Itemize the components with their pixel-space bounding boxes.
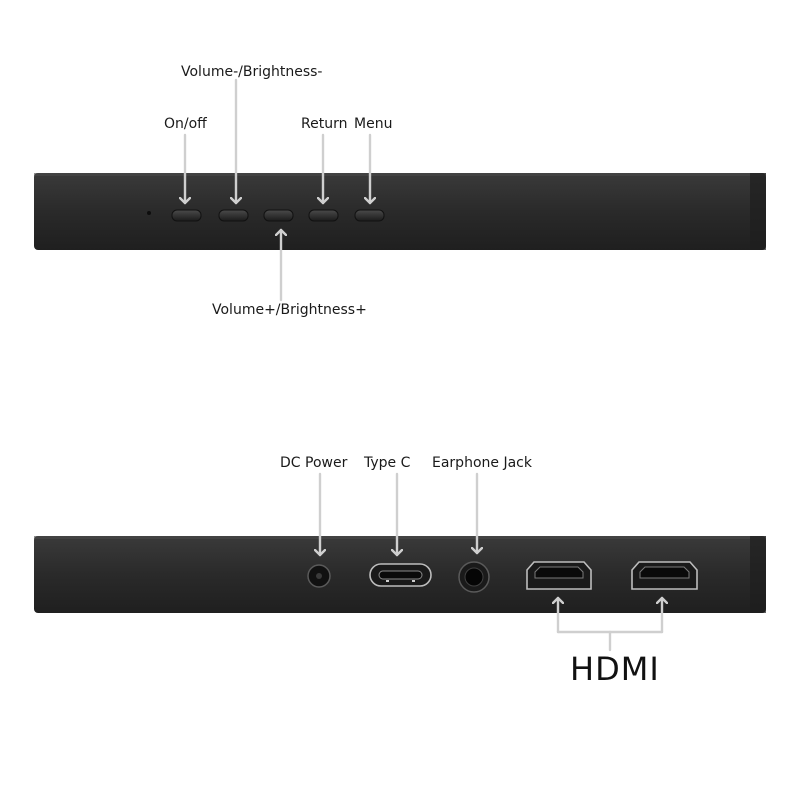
hdmi-port-2[interactable] bbox=[632, 562, 697, 589]
earphone-jack-label: Earphone Jack bbox=[432, 455, 532, 471]
hdmi-port-1[interactable] bbox=[527, 562, 591, 589]
volume-plus-label: Volume+/Brightness+ bbox=[212, 302, 367, 318]
menu-button[interactable] bbox=[355, 210, 384, 221]
return-label: Return bbox=[301, 116, 348, 132]
onoff-button[interactable] bbox=[172, 210, 201, 221]
menu-label: Menu bbox=[354, 116, 393, 132]
type-c-label: Type C bbox=[364, 455, 411, 471]
volume-plus-button[interactable] bbox=[264, 210, 293, 221]
top-device-panel bbox=[34, 173, 766, 250]
dc-power-label: DC Power bbox=[280, 455, 348, 471]
volume-minus-label: Volume-/Brightness- bbox=[181, 64, 323, 80]
type-c-port[interactable] bbox=[370, 564, 431, 586]
earphone-jack[interactable] bbox=[459, 562, 489, 592]
bottom-device-panel bbox=[34, 536, 766, 613]
return-button[interactable] bbox=[309, 210, 338, 221]
onoff-label: On/off bbox=[164, 116, 207, 132]
hdmi-label: HDMI bbox=[570, 650, 660, 688]
indicator-led bbox=[147, 211, 151, 215]
dc-power-port[interactable] bbox=[308, 565, 330, 587]
volume-minus-button[interactable] bbox=[219, 210, 248, 221]
